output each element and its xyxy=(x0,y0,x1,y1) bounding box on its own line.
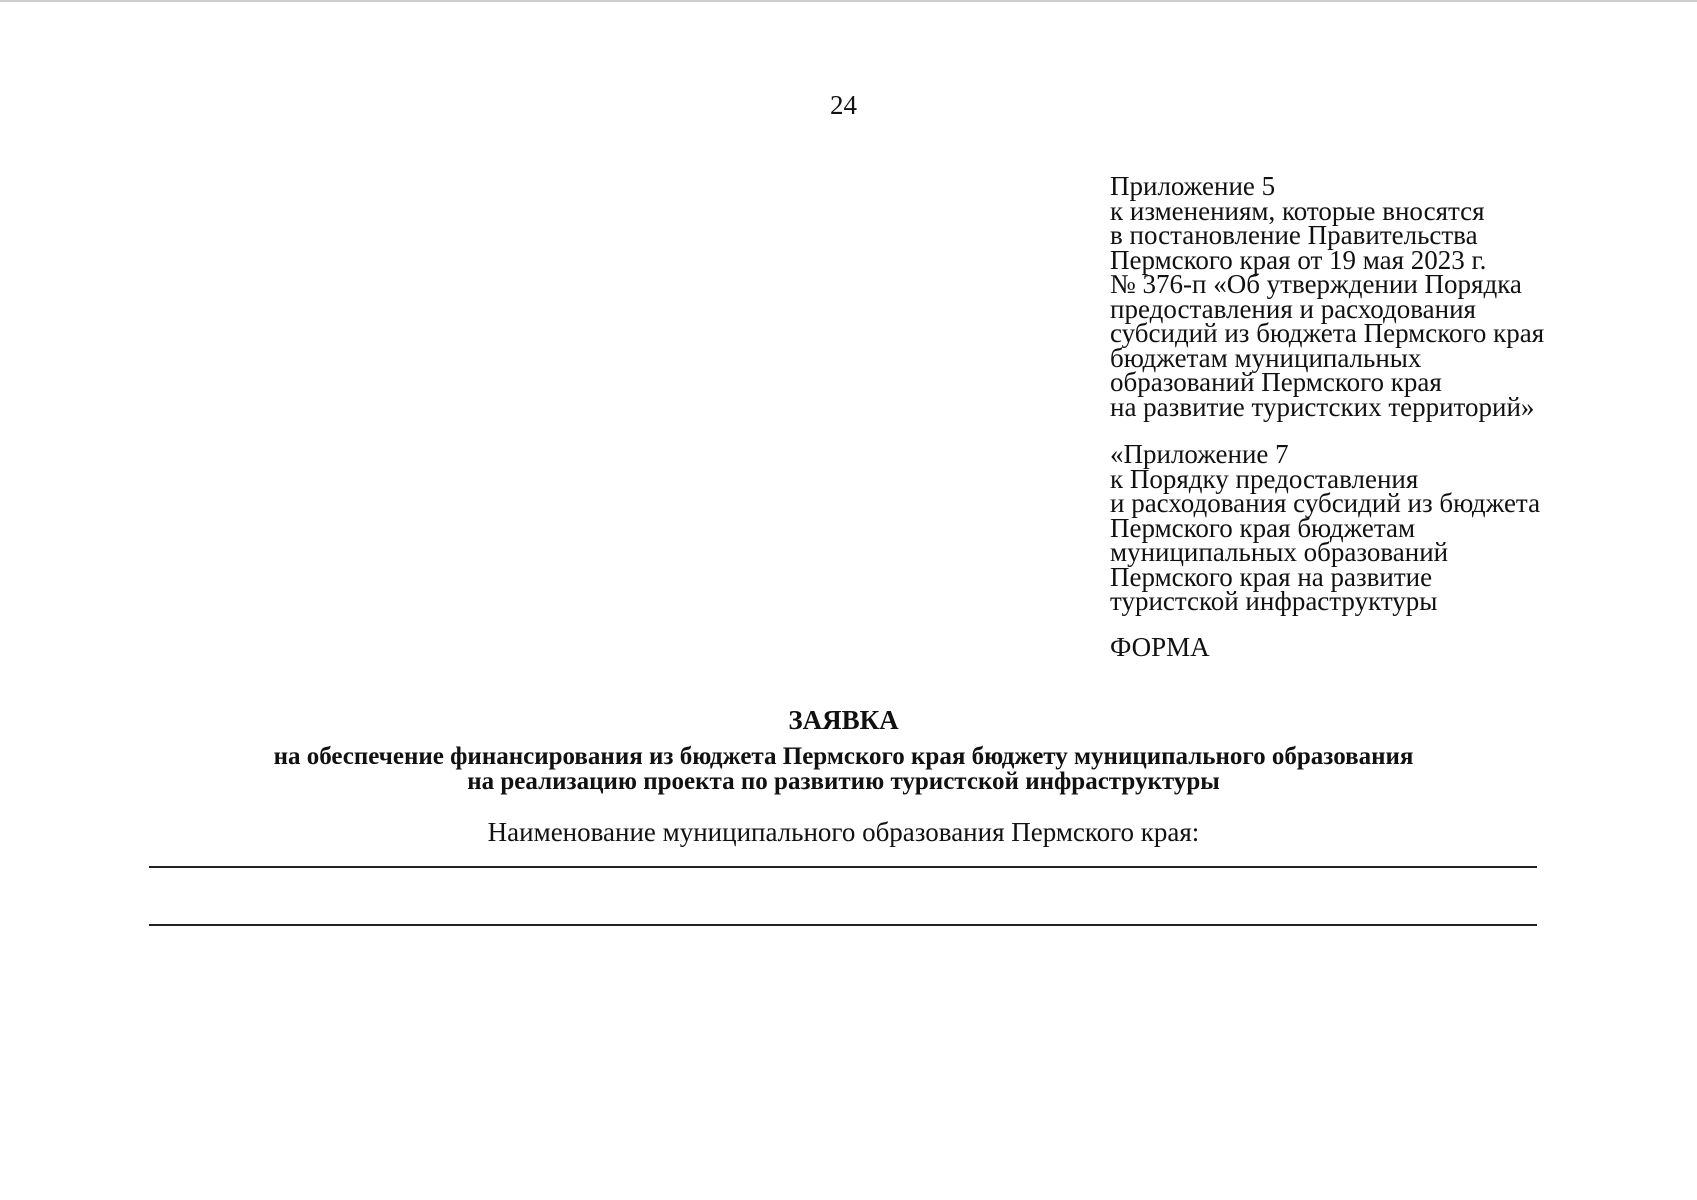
appendix-inner-line: Пермского края бюджетам xyxy=(1110,512,1416,543)
appendix-line: на развитие туристских территорий» xyxy=(1110,391,1535,422)
subtitle-line: на обеспечение финансирования из бюджета Пермского края бюджету муниципального образования xyxy=(273,743,1414,770)
scan-edge xyxy=(0,0,1697,2)
appendix-inner-line: «Приложение 7 xyxy=(1110,439,1289,469)
appendix-line: предоставления и расходования xyxy=(1110,293,1476,324)
appendix-inner-line: туристской инфраструктуры xyxy=(1110,586,1438,616)
municipality-field-label: Наименование муниципального образования Пермского края: xyxy=(487,817,1200,847)
municipality-fill-line xyxy=(149,924,1537,926)
appendix-header xyxy=(1110,171,1545,422)
appendix-line: бюджетам муниципальных xyxy=(1110,342,1422,373)
page-number: 24 xyxy=(830,90,857,120)
appendix-line: в постановление Правительства xyxy=(1110,220,1478,250)
appendix-line: к изменениям, которые вносятся xyxy=(1110,195,1485,226)
appendix-inner-line: Пермского края на развитие xyxy=(1110,561,1433,592)
subtitle-line: на реализацию проекта по развитию туристской инфраструктуры xyxy=(467,768,1220,795)
appendix-inner-line: муниципальных образований xyxy=(1110,537,1449,567)
document-subtitle xyxy=(0,744,1687,794)
appendix-inner-line: и расходования субсидий из бюджета xyxy=(1110,488,1541,518)
appendix-inner-line: к Порядку предоставления xyxy=(1110,463,1419,494)
municipality-fill-line xyxy=(149,866,1537,868)
appendix-line: Пермского края от 19 мая 2023 г. xyxy=(1110,244,1487,275)
appendix-line: образований Пермского края xyxy=(1110,367,1442,397)
appendix-inner-header xyxy=(1110,439,1541,616)
appendix-line: субсидий из бюджета Пермского края xyxy=(1110,318,1545,348)
appendix-line: Приложение 5 xyxy=(1110,171,1276,201)
document-title: ЗАЯВКА xyxy=(788,705,899,735)
appendix-line: № 376-п «Об утверждении Порядка xyxy=(1110,269,1522,299)
form-label: ФОРМА xyxy=(1110,632,1210,662)
